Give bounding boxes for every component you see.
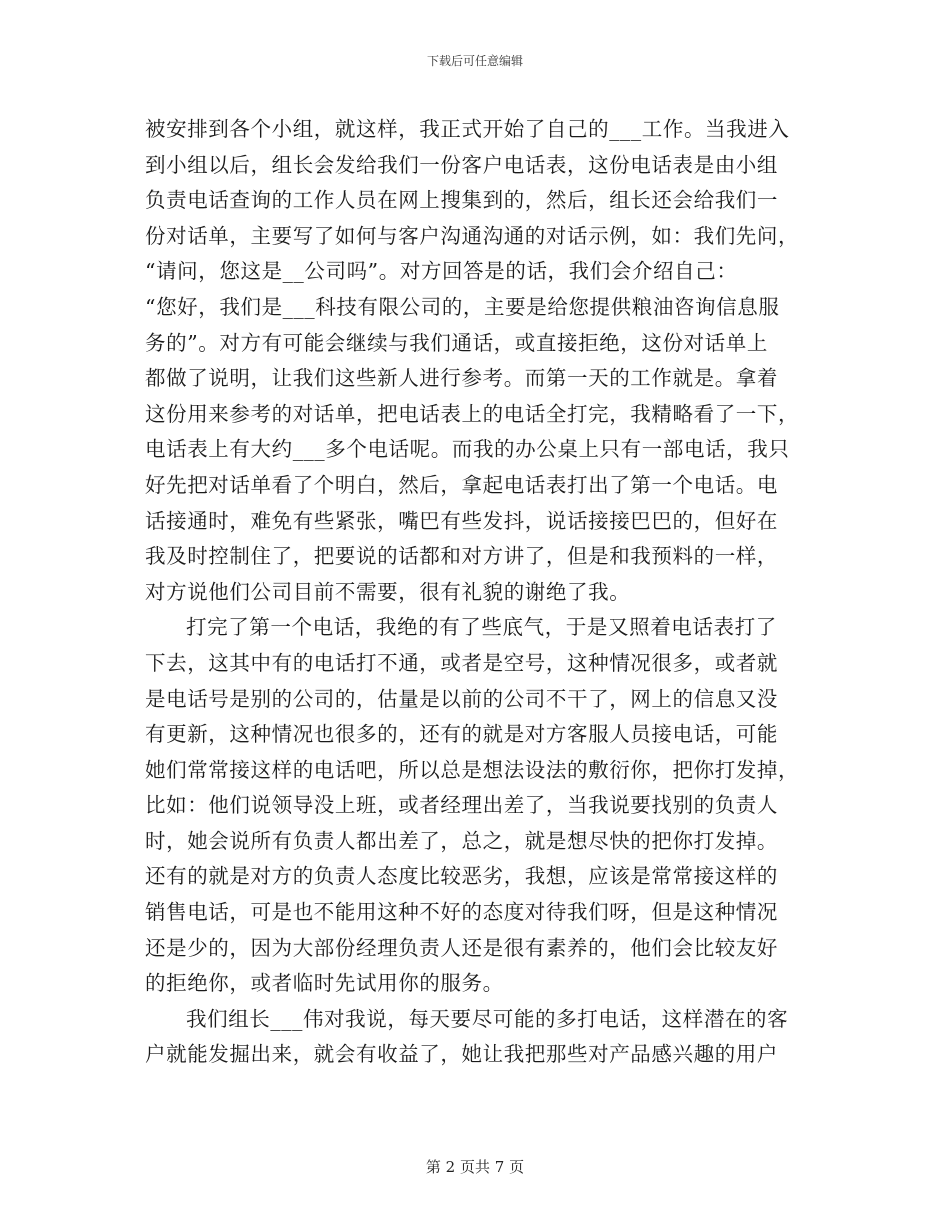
text-line: 好先把对话单看了个明白，然后，拿起电话表打出了第一个电话。电 bbox=[145, 472, 778, 497]
text-line: “请问，您这是__公司吗”。对方回答是的话，我们会介绍自己： bbox=[145, 259, 738, 284]
document-body bbox=[145, 112, 805, 1073]
text-line: 电话表上有大约___多个电话呢。而我的办公桌上只有一部电话，我只 bbox=[145, 437, 790, 462]
page-number: 第 2 页共 7 页 bbox=[425, 1158, 525, 1176]
text-line: 还有的就是对方的负责人态度比较恶劣，我想，应该是常常接这样的 bbox=[145, 864, 778, 889]
text-line: “您好，我们是___科技有限公司的，主要是给您提供粮油咨询信息服 bbox=[145, 294, 780, 319]
text-line: 比如：他们说领导没上班，或者经理出差了，当我说要找别的负责人 bbox=[145, 793, 778, 818]
text-line: 还是少的，因为大部份经理负责人还是很有素养的，他们会比较友好 bbox=[145, 935, 778, 960]
page-header: 下载后可任意编辑 bbox=[426, 54, 523, 68]
text-line: 下去，这其中有的电话打不通，或者是空号，这种情况很多，或者就 bbox=[145, 650, 778, 675]
text-line: 都做了说明，让我们这些新人进行参考。而第一天的工作就是。拿着 bbox=[145, 366, 778, 391]
text-line: 负责电话查询的工作人员在网上搜集到的，然后，组长还会给我们一 bbox=[145, 188, 778, 213]
text-line: 被安排到各个小组，就这样，我正式开始了自己的___工作。当我进入 bbox=[145, 117, 790, 141]
text-line: 这份用来参考的对话单，把电话表上的电话全打完，我精略看了一下， bbox=[145, 401, 800, 426]
text-line: 销售电话，可是也不能用这种不好的态度对待我们呀，但是这种情况 bbox=[145, 900, 778, 925]
text-line: 的拒绝你，或者临时先试用你的服务。 bbox=[145, 971, 504, 996]
paragraph-start-line: 我们组长___伟对我说，每天要尽可能的多打电话，这样潜在的客 bbox=[186, 1006, 789, 1031]
text-line: 对方说他们公司目前不需要，很有礼貌的谢绝了我。 bbox=[145, 579, 631, 604]
text-line: 有更新，这种情况也很多的，还有的就是对方客服人员接电话，可能 bbox=[145, 722, 778, 747]
text-line: 时，她会说所有负责人都出差了，总之，就是想尽快的把你打发掉。 bbox=[145, 828, 778, 853]
text-line: 务的”。对方有可能会继续与我们通话，或直接拒绝，这份对话单上 bbox=[145, 330, 768, 355]
text-line: 她们常常接这样的电话吧，所以总是想法设法的敷衍你，把你打发掉， bbox=[145, 757, 800, 782]
text-line: 份对话单，主要写了如何与客户沟通沟通的对话示例，如：我们先问， bbox=[145, 223, 800, 248]
text-line: 话接通时，难免有些紧张，嘴巴有些发抖，说话接接巴巴的，但好在 bbox=[145, 508, 778, 533]
text-line: 户就能发掘出来，就会有收益了，她让我把那些对产品感兴趣的用户 bbox=[145, 1042, 778, 1067]
text-line: 到小组以后，组长会发给我们一份客户电话表，这份电话表是由小组 bbox=[145, 152, 778, 177]
text-line: 是电话号是别的公司的，估量是以前的公司不干了，网上的信息又没 bbox=[145, 686, 778, 711]
text-line: 我及时控制住了，把要说的话都和对方讲了，但是和我预料的一样， bbox=[145, 544, 778, 569]
paragraph-start-line: 打完了第一个电话，我绝的有了些底气，于是又照着电话表打了 bbox=[186, 615, 777, 640]
